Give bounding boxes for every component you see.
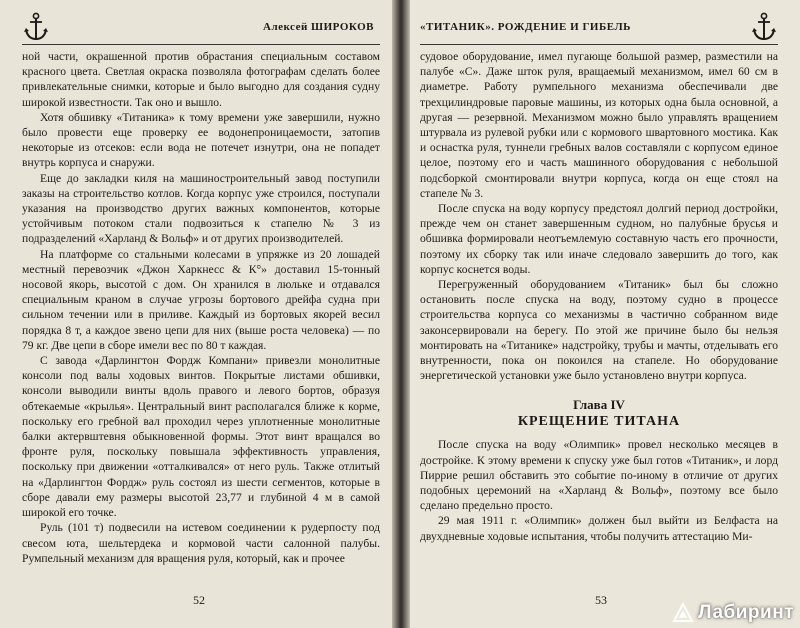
labyrinth-logo-icon	[672, 602, 694, 624]
watermark-text: Лабиринт	[698, 602, 794, 623]
paragraph: На платформе со стальными колесами в упряжке из 20 лошадей местный перевозчик «Джон Харкнесс & К°» доставил 15-тонный носовой якорь, высотой с дом. Он хранился в люльке и отдавался специальным краном в случае угрозы бортового дрейфа судна при сильном течении или в приливе. Каждый из бортовых якорей весил порядка 8 т, а каждое звено цепи для них (выше роста человека) — по 79 кг. Две цепи в сборе имели вес по 80 т каждая.	[22, 247, 380, 352]
paragraph: После спуска на воду корпусу предстоял долгий период достройки, прежде чем он станет завершенным судном, но палубные брусья и обшивка формировали неотъемлемую составную часть его прочности, поэтому их сборку так или иначе следовало завершить до того, как корпус коснется воды.	[420, 202, 778, 276]
paragraph: судовое оборудование, имел пугающе большой размер, разместили на палубе «С». Даже шток руля, вращаемый механизмом, имел 60 см в диаметре. Работу румпельного механизма обеспечивали две трехцилиндровые паровые машины, из которых одна была основной, а другая — резервной. Механизмом можно было управлять вращением штурвала из рулевой рубки или с кормового швартовного мостика. Как и оснастка руля, туннели гребных валов составляли с корпусом единое целое, поэтому его и часть машинного оборудования с небольшой подсборкой смонтировали внутри корпуса, когда он еще стоял на стапеле № 3.	[420, 50, 778, 200]
paragraph: Руль (101 т) подвесили на истевом соединении к рудерпосту под свесом юта, шельтердека и кормовой части салонной палубы. Румпельный механизм для вращения руля, который, как и прочее	[22, 521, 380, 565]
right-page	[402, 0, 800, 628]
right-page-header	[420, 10, 778, 45]
paragraph: 29 мая 1911 г. «Олимпик» должен был выйти из Белфаста на двухдневные ходовые испытания, чтобы получить аттестацию Ми-	[420, 514, 778, 543]
paragraph: Еще до закладки киля на машиностроительный завод поступили заказы на строительство котлов. Когда корпус уже строился, поступали указания на производство других важных компонентов, которые устойчивым потоком стали подвозиться к стапелю № 3 из подразделений «Харланд & Вольф» и от других производителей.	[22, 171, 380, 246]
paragraph: С завода «Дарлингтон Фордж Компани» привезли монолитные консоли под валы ходовых винтов. Покрытые листами обшивки, консоли выводили винты вдоль правого и левого бортов, образуя обтекаемые «крылья». Центральный винт располагался ближе к корме, поскольку его гребной вал проходил через уплотненные монолитные балки актервштевня обыкновенной формы. Этот винт вращался во фронте руля, поскольку повышала эффективность управления, поскольку при движении «отталкивался» от него руль. Также отлитый на «Дарлингтон Фордж» руль состоял из шести сегментов, которые в сборе давали ему размеры высотой 23,77 и глубиной 4 м в самой широкой его точке.	[22, 354, 380, 520]
watermark	[672, 602, 794, 624]
paragraph: Хотя обшивку «Титаника» к тому времени уже завершили, нужно было провести еще проверку ее водонепроницаемости, затопив некоторые из отсеков: если вода не потечет изнутри, она не попадет внутрь корпуса и снаружи.	[22, 110, 380, 170]
left-page-header	[22, 10, 380, 45]
right-page-body	[420, 49, 778, 544]
running-head: «ТИТАНИК». РОЖДЕНИЕ И ГИБЕЛЬ	[420, 21, 631, 33]
paragraph: Перегруженный оборудованием «Титаник» был бы сложно остановить после спуска на воду, поэтому судно в процессе строительства корпуса со механизмы в частично собранном виде законсервировали на берегу. По этой же причине было бы нельзя монтировать на «Титанике» надстройку, трубы и мачты, отделывать его внутренности, пока он покоился на стапеле. Но оборудование энергетической установки уже было установлено внутри корпуса.	[420, 278, 778, 383]
page-number: 53	[595, 593, 607, 607]
paragraph: После спуска на воду «Олимпик» провел несколько месяцев в достройке. К этому времени к спуску уже был готов «Титаник», и лорд Пиррие решил обставить это событие по-иному в отличие от других подобных церемоний на «Харланд & Вольф», поэтому все было сделано предельно просто.	[420, 438, 778, 513]
left-page-body	[22, 49, 380, 566]
chapter-number: Глава IV	[573, 397, 625, 413]
paragraph: ной части, окрашенной против обрастания специальным составом красного цвета. Светлая окраска позволяла фотографам сделать более привлекательные снимки, которые и было выгодно для создания судну широкой известности. Так оно и вышло.	[22, 50, 380, 109]
running-head: Алексей ШИРОКОВ	[263, 21, 374, 33]
chapter-title: КРЕЩЕНИЕ ТИТАНА	[517, 414, 681, 430]
anchor-icon	[750, 12, 778, 42]
anchor-icon	[22, 12, 50, 42]
left-page	[0, 0, 398, 628]
book-gutter	[392, 0, 410, 628]
page-number: 52	[193, 593, 205, 607]
chapter-heading	[420, 397, 778, 431]
